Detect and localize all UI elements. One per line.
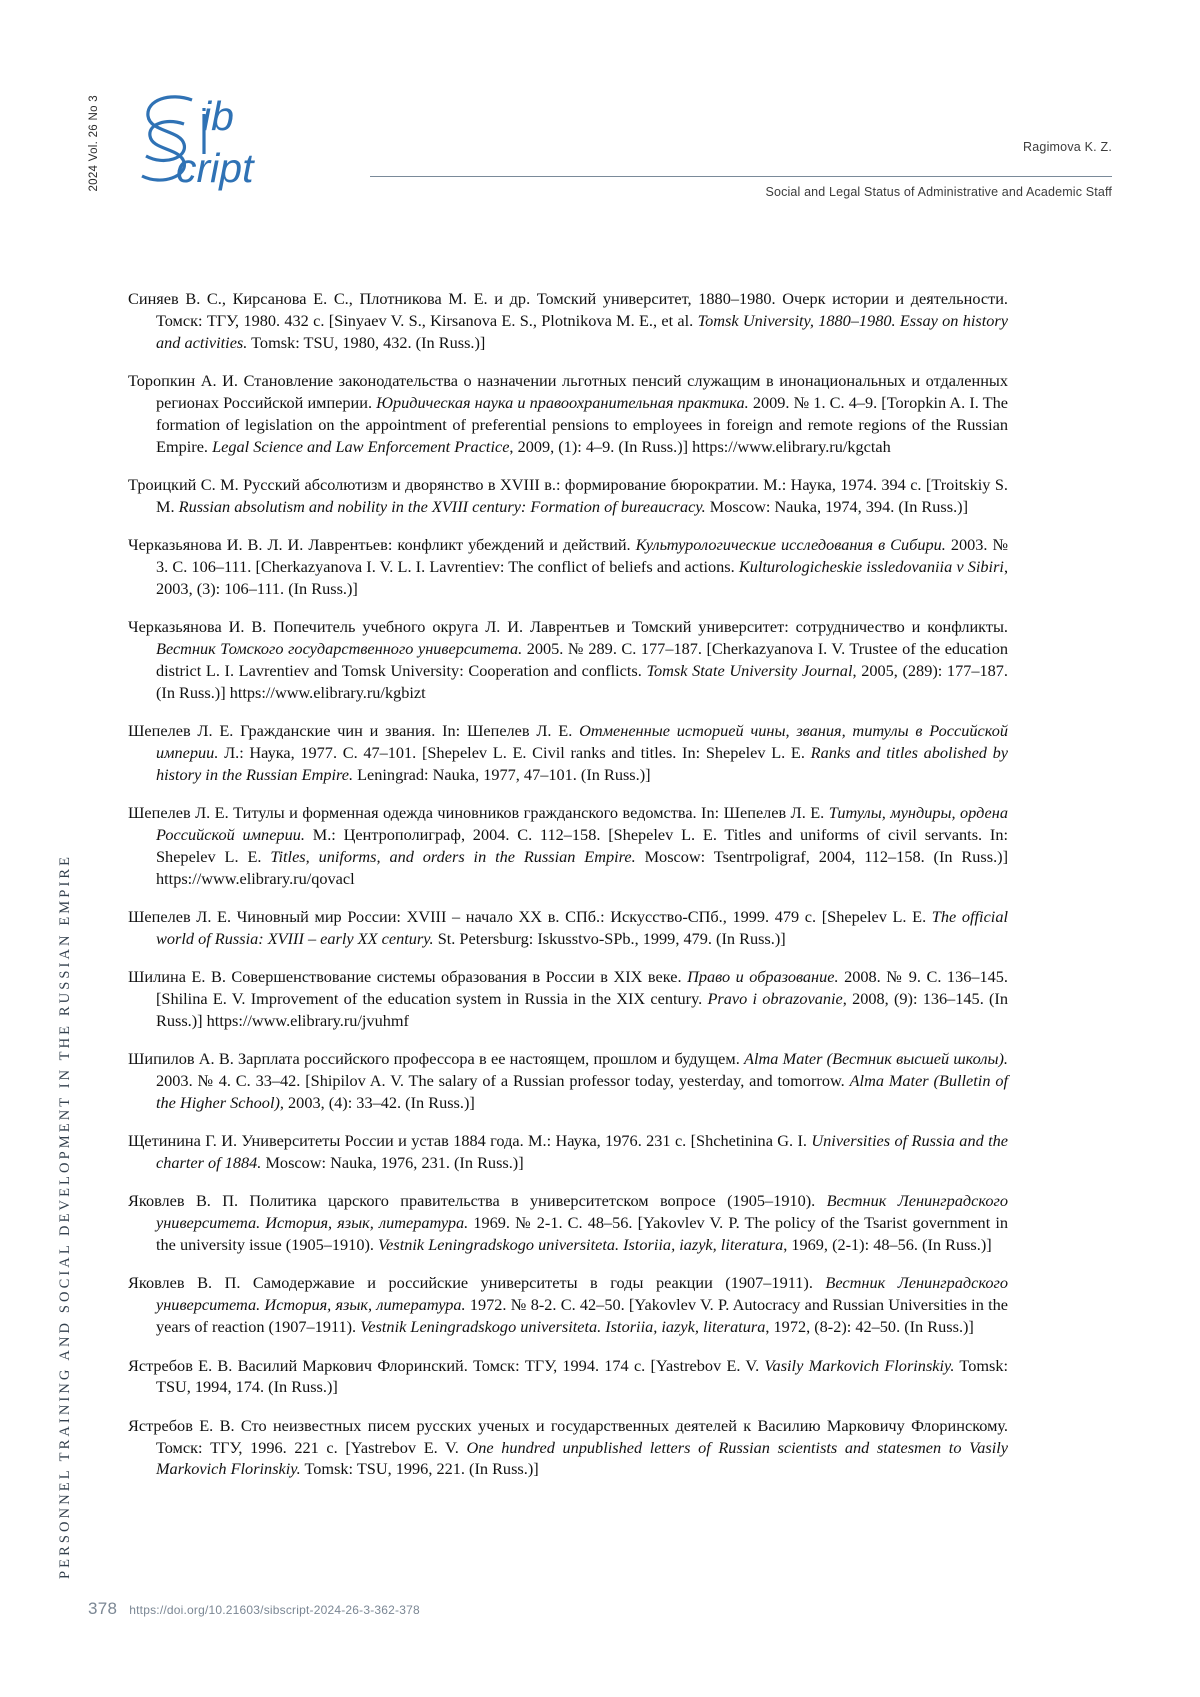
header-divider bbox=[370, 176, 1112, 177]
doi-link[interactable]: https://doi.org/10.21603/sibscript-2024-26-3-362-378 bbox=[129, 1603, 420, 1617]
running-author: Ragimova K. Z. bbox=[1023, 140, 1112, 154]
running-title: Social and Legal Status of Administrative and Academic Staff bbox=[765, 185, 1112, 199]
reference-entry: Торопкин А. И. Становление законодательства о назначении льготных пенсий служащим в инонациональных и отдаленных регионах Российской империи. Юридическая наука и правоохранительная практика. 2009. № 1. С. 4–9. [Toropkin A. I. The formation of legislation on the appointment of preferential pensions to employees in foreign and remote regions of the Russian Empire. Legal Science and Law Enforcement Practice, 2009, (1): 4–9. (In Russ.)] https://www.elibrary.ru/kgctah bbox=[128, 371, 1008, 457]
journal-logo bbox=[118, 78, 358, 208]
reference-entry: Шилина Е. В. Совершенствование системы образования в России в XIX веке. Право и образование. 2008. № 9. С. 136–145. [Shilina E. V. Improvement of the education system in Russia in the XIX century. Pravo i obrazovanie, 2008, (9): 136–145. (In Russ.)] https://www.elibrary.ru/jvuhmf bbox=[128, 967, 1008, 1031]
reference-entry: Шепелев Л. Е. Чиновный мир России: XVIII – начало XX в. СПб.: Искусство-СПб., 1999. 479 с. [Shepelev L. E. The official world of Russia: XVIII – early XX century. St. Petersburg: Iskusstvo-SPb., 1999, 479. (In Russ.)] bbox=[128, 907, 1008, 949]
page-number: 378 bbox=[88, 1599, 118, 1618]
svg-text:cript: cript bbox=[176, 145, 254, 191]
reference-entry: Черказьянова И. В. Л. И. Лаврентьев: конфликт убеждений и действий. Культурологические исследования в Сибири. 2003. № 3. С. 106–111. [Cherkazyanova I. V. L. I. Lavrentiev: The conflict of beliefs and actions. Kulturologicheskie issledovaniia v Sibiri, 2003, (3): 106–111. (In Russ.)] bbox=[128, 535, 1009, 599]
svg-text:ib: ib bbox=[202, 93, 234, 139]
issue-info: 2024 Vol. 26 No 3 bbox=[88, 95, 100, 192]
reference-entry: Шепелев Л. Е. Гражданские чин и звания. In: Шепелев Л. Е. Отмененные историей чины, звания, титулы в Российской империи. Л.: Наука, 1977. С. 47–101. [Shepelev L. E. Civil ranks and titles. In: Shepelev L. E. Ranks and titles abolished by history in the Russian Empire. Leningrad: Nauka, 1977, 47–101. (In Russ.)] bbox=[128, 721, 1008, 785]
reference-entry: Ястребов Е. В. Сто неизвестных писем русских ученых и государственных деятелей к Василию Марковичу Флоринскому. Томск: ТГУ, 1996. 221 с. [Yastrebov E. V. One hundred unpublished letters of Russian scientists and statesmen to Vasily Markovich Florinskiy. Tomsk: TSU, 1996, 221. (In Russ.)] bbox=[128, 1415, 1009, 1479]
reference-list bbox=[128, 272, 1008, 1481]
reference-entry: Троицкий С. М. Русский абсолютизм и дворянство в XVIII в.: формирование бюрократии. М.: Наука, 1974. 394 с. [Troitskiy S. M. Russian absolutism and nobility in the XVIII century: Formation of bureaucracy. Moscow: Nauka, 1974, 394. (In Russ.)] bbox=[128, 475, 1008, 517]
reference-entry: Шепелев Л. Е. Титулы и форменная одежда чиновников гражданского ведомства. In: Шепелев Л. Е. Титулы, мундиры, ордена Российской империи. М.: Центрополиграф, 2004. С. 112–158. [Shepelev L. E. Titles and uniforms of civil servants. In: Shepelev L. E. Titles, uniforms, and orders in the Russian Empire. Moscow: Tsentrpoligraf, 2004, 112–158. (In Russ.)] https://www.elibrary.ru/qovacl bbox=[128, 803, 1009, 889]
running-head bbox=[472, 140, 1112, 168]
page-footer bbox=[88, 1599, 420, 1619]
reference-entry: Ястребов Е. В. Василий Маркович Флоринский. Томск: ТГУ, 1994. 174 с. [Yastrebov E. V. Vasily Markovich Florinskiy. Tomsk: TSU, 1994, 174. (In Russ.)] bbox=[128, 1355, 1009, 1397]
reference-entry: Яковлев В. П. Самодержавие и российские университеты в годы реакции (1907–1911). Вестник Ленинградского университета. История, язык, литература. 1972. № 8-2. С. 42–50. [Yakovlev V. P. Autocracy and Russian Universities in the years of reaction (1907–1911). Vestnik Leningradskogo universiteta. Istoriia, iazyk, literatura, 1972, (8-2): 42–50. (In Russ.)] bbox=[128, 1273, 1008, 1337]
reference-entry: Шипилов А. В. Зарплата российского профессора в ее настоящем, прошлом и будущем. Alma Mater (Вестник высшей школы). 2003. № 4. С. 33–42. [Shipilov A. V. The salary of a Russian professor today, yesterday, and tomorrow. Alma Mater (Bulletin of the Higher School), 2003, (4): 33–42. (In Russ.)] bbox=[128, 1049, 1008, 1113]
section-side-title: PERSONNEL TRAINING AND SOCIAL DEVELOPMENT IN THE RUSSIAN EMPIRE bbox=[57, 853, 73, 1579]
reference-entry: Щетинина Г. И. Университеты России и устав 1884 года. М.: Наука, 1976. 231 с. [Shchetinina G. I. Universities of Russia and the charter of 1884. Moscow: Nauka, 1976, 231. (In Russ.)] bbox=[128, 1131, 1008, 1173]
reference-entry: Яковлев В. П. Политика царского правительства в университетском вопросе (1905–1910). Вестник Ленинградского университета. История, язык, литература. 1969. № 2-1. С. 48–56. [Yakovlev V. P. The policy of the Tsarist government in the university issue (1905–1910). Vestnik Leningradskogo universiteta. Istoriia, iazyk, literatura, 1969, (2-1): 48–56. (In Russ.)] bbox=[128, 1191, 1008, 1255]
reference-entry: Черказьянова И. В. Попечитель учебного округа Л. И. Лаврентьев и Томский университет: сотрудничество и конфликты. Вестник Томского государственного университета. 2005. № 289. С. 177–187. [Cherkazyanova I. V. Trustee of the education district L. I. Lavrentiev and Tomsk University: Cooperation and conflicts. Tomsk State University Journal, 2005, (289): 177–187. (In Russ.)] https://www.elibrary.ru/kgbizt bbox=[128, 617, 1008, 703]
reference-entry: Синяев В. С., Кирсанова Е. С., Плотникова М. Е. и др. Томский университет, 1880–1980. Очерк истории и деятельности. Томск: ТГУ, 1980. 432 с. [Sinyaev V. S., Kirsanova E. S., Plotnikova M. E., et al. Tomsk University, 1880–1980. Essay on history and activities. Tomsk: TSU, 1980, 432. (In Russ.)] bbox=[128, 289, 1008, 353]
